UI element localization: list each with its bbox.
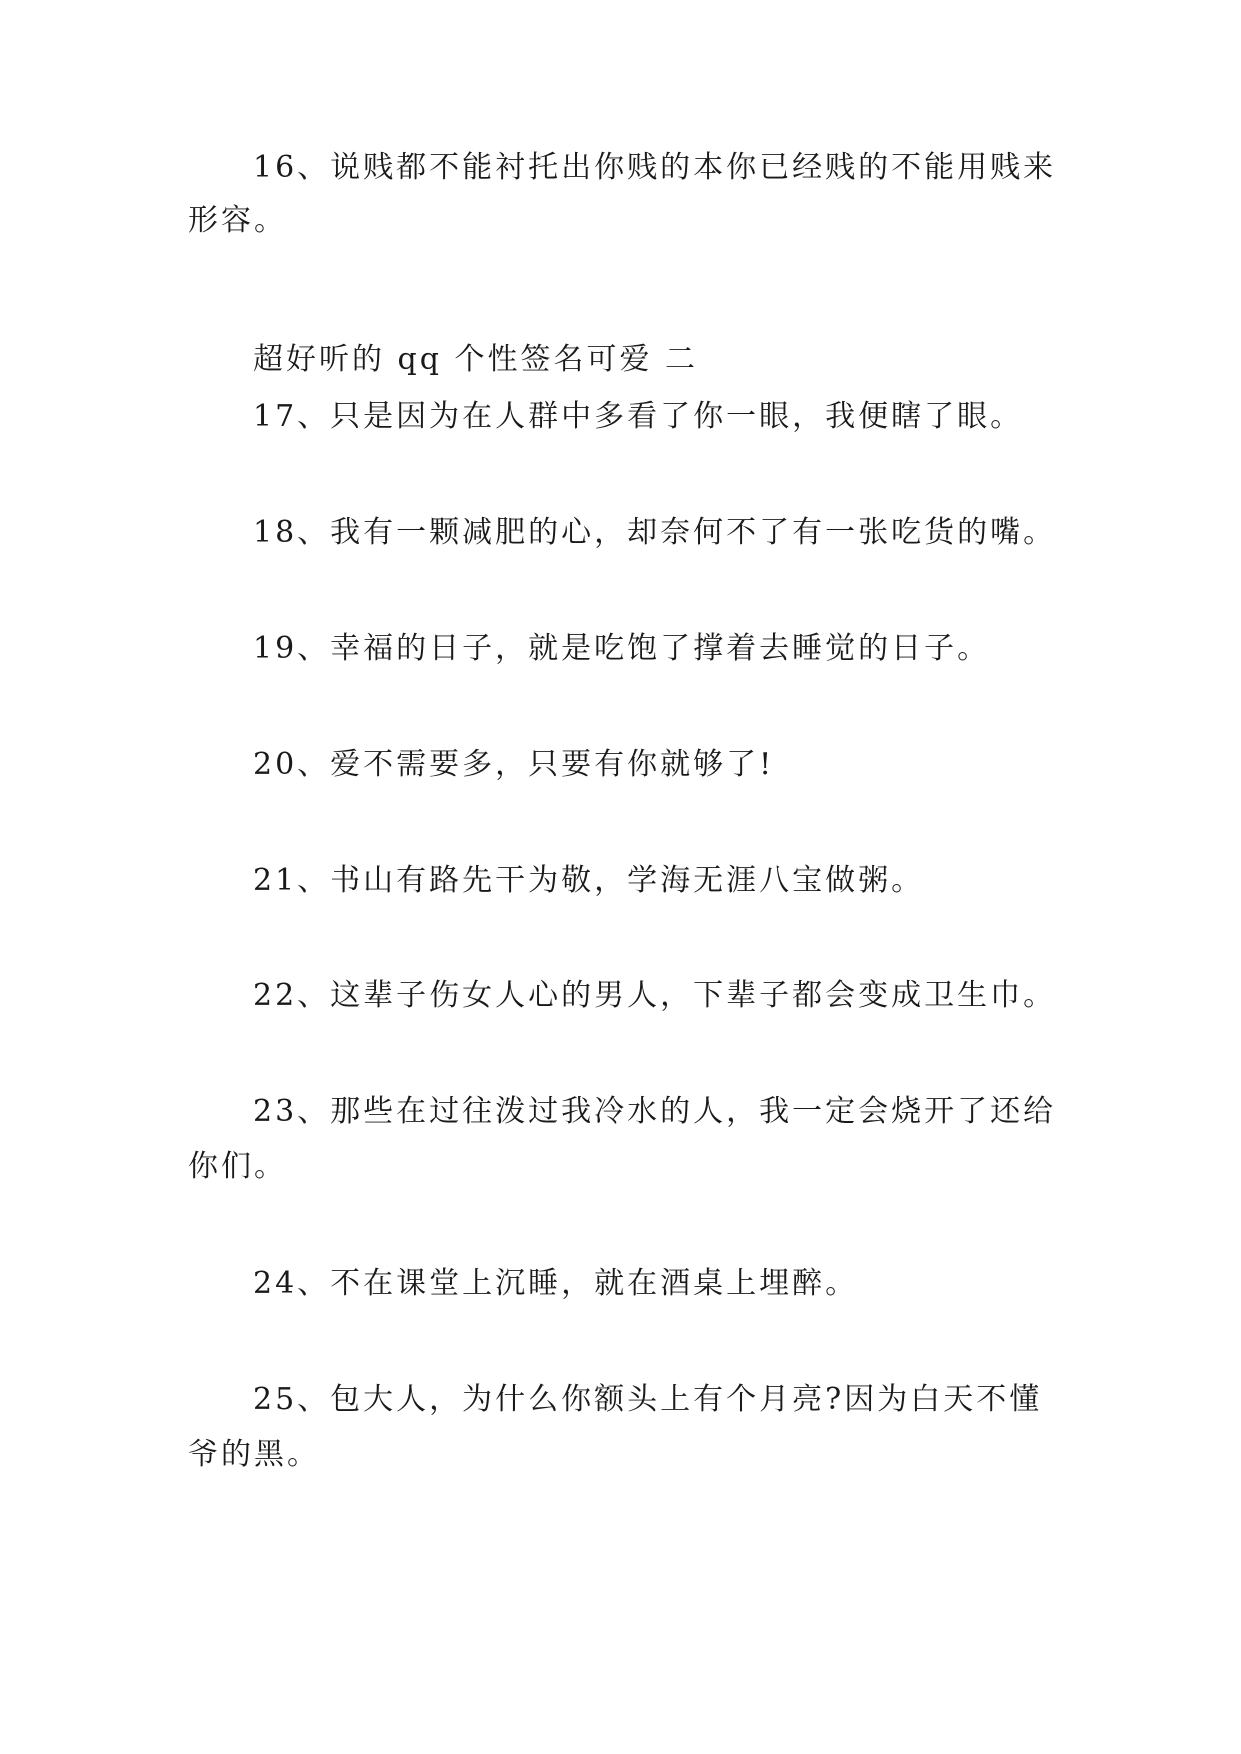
- section-heading: 超好听的 qq 个性签名可爱 二: [253, 342, 699, 377]
- paragraph-17: 17、只是因为在人群中多看了你一眼，我便瞎了眼。: [253, 399, 1024, 434]
- paragraph-23-line-2: 你们。: [188, 1149, 287, 1184]
- paragraph-25-line-1: 25、包大人，为什么你额头上有个月亮?因为白天不懂: [253, 1382, 1043, 1417]
- paragraph-24: 24、不在课堂上沉睡，就在酒桌上埋醉。: [253, 1266, 859, 1301]
- paragraph-19: 19、幸福的日子，就是吃饱了撑着去睡觉的日子。: [253, 631, 991, 666]
- paragraph-21: 21、书山有路先干为敬，学海无涯八宝做粥。: [253, 863, 925, 898]
- paragraph-18: 18、我有一颗减肥的心，却奈何不了有一张吃货的嘴。: [253, 515, 1057, 550]
- paragraph-22: 22、这辈子伤女人心的男人，下辈子都会变成卫生巾。: [253, 978, 1057, 1013]
- paragraph-16-line-1: 16、说贱都不能衬托出你贱的本你已经贱的不能用贱来: [253, 150, 1057, 185]
- paragraph-16-line-2: 形容。: [188, 203, 287, 238]
- paragraph-25-line-2: 爷的黑。: [188, 1437, 320, 1472]
- paragraph-23-line-1: 23、那些在过往泼过我冷水的人，我一定会烧开了还给: [253, 1094, 1057, 1129]
- paragraph-20: 20、爱不需要多，只要有你就够了!: [253, 747, 775, 782]
